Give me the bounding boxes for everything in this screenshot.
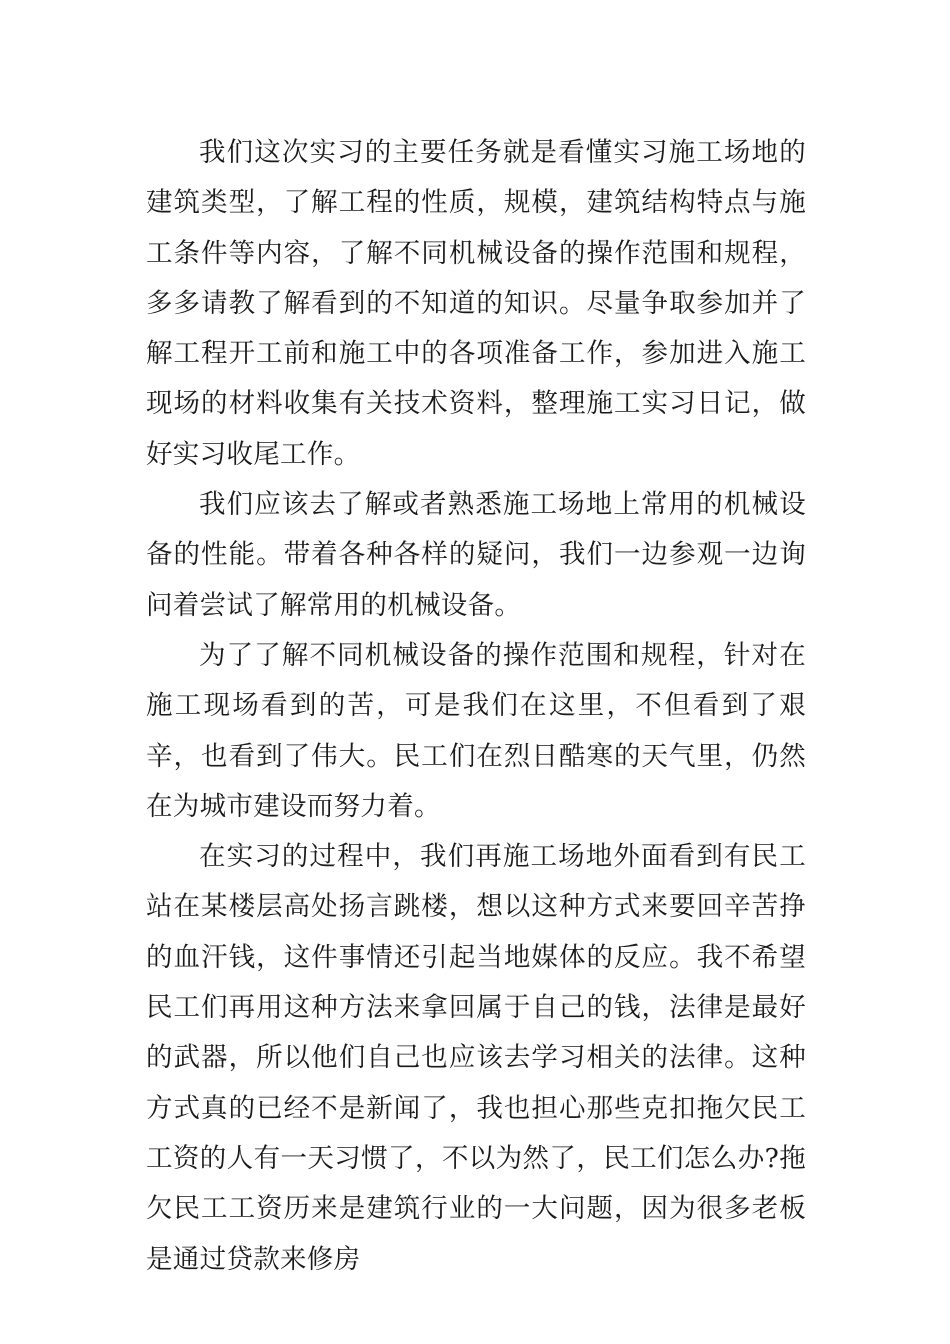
paragraph-unpaid-wages: 在实习的过程中，我们再施工场地外面看到有民工站在某楼层高处扬言跳楼，想以这种方式来要回辛苦挣的血汗钱，这件事情还引起当地媒体的反应。我不希望民工们再用这种方法来拿回属于自己的钱，法律是最好的武器，所以他们自己也应该去学习相关的法律。这种方式真的已经不是新闻了，我也担心那些克扣拖欠民工工资的人有一天习惯了，不以为然了，民工们怎么办?拖欠民工工资历来是建筑行业的一大问题，因为很多老板是通过贷款来修房 xyxy=(146,841,806,1275)
document-body xyxy=(146,128,806,1285)
paragraph-workers-hardship: 为了了解不同机械设备的操作范围和规程，针对在施工现场看到的苦，可是我们在这里，不但看到了艰辛，也看到了伟大。民工们在烈日酷寒的天气里，仍然在为城市建设而努力着。 xyxy=(146,639,806,822)
paragraph-machinery-performance: 我们应该去了解或者熟悉施工场地上常用的机械设备的性能。带着各种各样的疑问，我们一边参观一边询问着尝试了解常用的机械设备。 xyxy=(146,489,806,621)
paragraph-internship-tasks: 我们这次实习的主要任务就是看懂实习施工场地的建筑类型，了解工程的性质，规模，建筑结构特点与施工条件等内容，了解不同机械设备的操作范围和规程，多多请教了解看到的不知道的知识。尽量争取参加并了解工程开工前和施工中的各项准备工作，参加进入施工现场的材料收集有关技术资料，整理施工实习日记，做好实习收尾工作。 xyxy=(146,137,806,470)
